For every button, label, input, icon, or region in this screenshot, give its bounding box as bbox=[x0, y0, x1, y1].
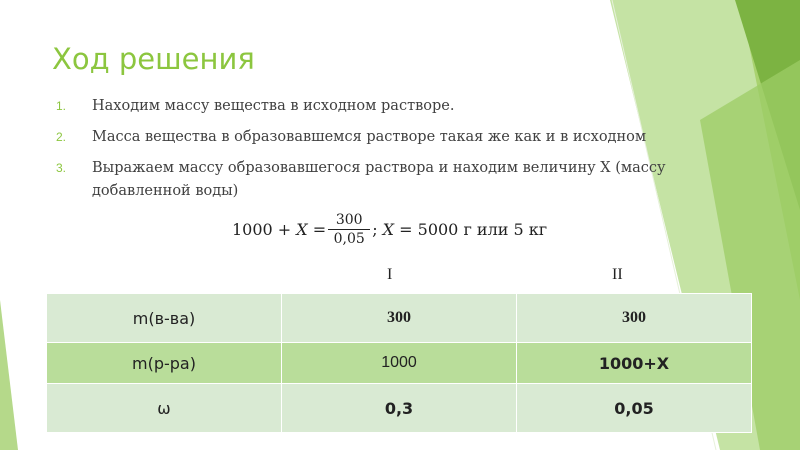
step-text: Выражаем массу образовавшегося раствора и находим величину X (массу добавленной воды) bbox=[92, 160, 666, 199]
formula-left: 1000 + 𝑋 = bbox=[232, 219, 327, 239]
row-label: m(в-ва) bbox=[47, 294, 282, 343]
step-number: 1. bbox=[56, 99, 67, 113]
formula-fraction bbox=[328, 211, 370, 248]
step-text: Находим массу вещества в исходном растворе. bbox=[92, 98, 455, 114]
step-number: 3. bbox=[56, 161, 67, 175]
row-label: m(р-ра) bbox=[47, 343, 282, 384]
step-text: Масса вещества в образовавшемся растворе такая же как и в исходном bbox=[92, 129, 647, 145]
row-label: ω bbox=[47, 384, 282, 433]
formula-right: ; 𝑋 = 5000 г или 5 кг bbox=[372, 219, 548, 239]
deco-shape-left bbox=[0, 300, 18, 450]
cell-value: 1000+X bbox=[517, 343, 752, 384]
column-label-2: II bbox=[612, 266, 623, 283]
step-item bbox=[56, 126, 736, 149]
steps-list bbox=[56, 95, 736, 211]
cell-value: 300 bbox=[517, 294, 752, 343]
cell-value: 1000 bbox=[282, 343, 517, 384]
fraction-denominator: 0,05 bbox=[333, 230, 365, 247]
step-item bbox=[56, 95, 736, 118]
cell-value: 0,3 bbox=[282, 384, 517, 433]
column-label-1: I bbox=[387, 266, 393, 283]
table-row bbox=[47, 343, 752, 384]
fraction-numerator: 300 bbox=[335, 211, 363, 228]
data-table bbox=[46, 293, 752, 433]
slide-title: Ход решения bbox=[52, 42, 255, 76]
table-row bbox=[47, 384, 752, 433]
step-number: 2. bbox=[56, 130, 67, 144]
table-row bbox=[47, 294, 752, 343]
cell-value: 300 bbox=[282, 294, 517, 343]
formula bbox=[232, 206, 547, 252]
step-item bbox=[56, 157, 736, 203]
cell-value: 0,05 bbox=[517, 384, 752, 433]
